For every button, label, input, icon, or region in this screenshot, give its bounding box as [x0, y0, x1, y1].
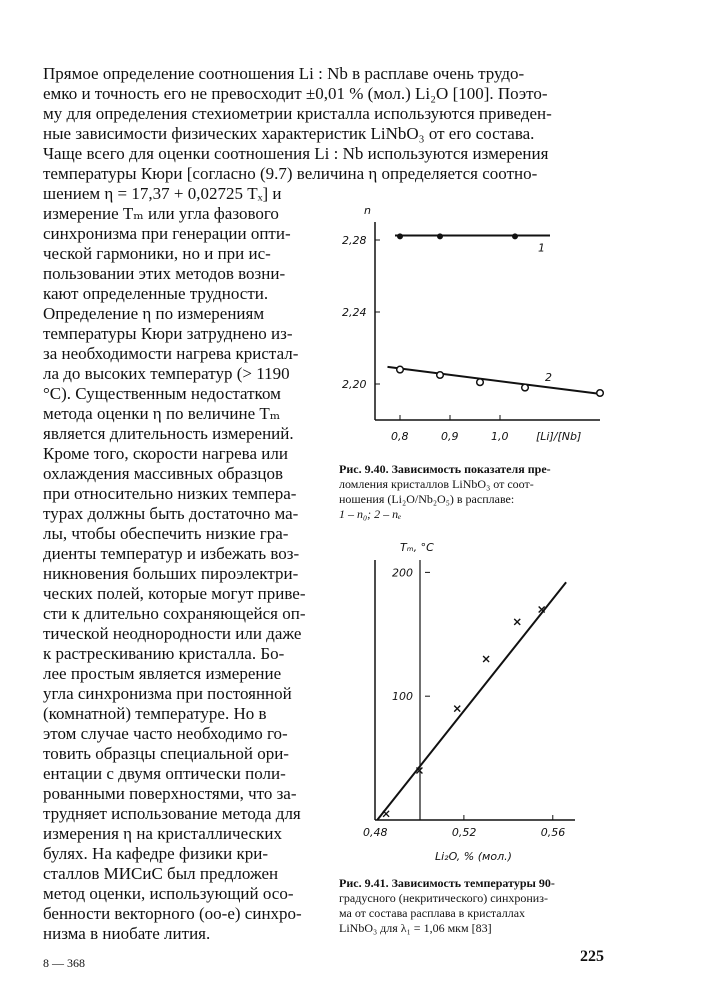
x-tick-label: 0,9 [441, 430, 459, 443]
series-2-point [597, 390, 604, 397]
text-line: пользовании этих методов возни- [43, 264, 286, 283]
x-axis-label: Li₂O, % (мол.) [435, 850, 512, 863]
figure-9-40 [340, 200, 610, 455]
text-line: Определение η по измерениям [43, 304, 265, 323]
text-line: метод оценки, использующий осо- [43, 884, 294, 903]
caption-line: ношения (Li₂O/Nb₂O₅) в расплаве: [339, 492, 515, 506]
text-line: измерения η на кристаллических [43, 824, 282, 843]
caption-line: Рис. 9.41. Зависимость температуры 90- [339, 876, 555, 890]
series-1-point [512, 233, 518, 239]
figure-9-40-caption [339, 462, 551, 522]
text-line: измерение Tₘ или угла фазового [43, 204, 279, 223]
figure-9-40-chart [340, 200, 610, 450]
text-line: шением η = 17,37 + 0,02725 Tₓ] и [43, 184, 282, 203]
y-tick-label: 2,20 [342, 378, 367, 391]
text-line: ла до высоких температур (> 1190 [43, 364, 290, 383]
text-line: температуры Кюри затруднено из- [43, 324, 293, 343]
x-tick-label: 0,8 [391, 430, 409, 443]
text-line: низма в ниобате лития. [43, 924, 211, 943]
text-line: этом случае часто необходимо го- [43, 724, 288, 743]
text-line: кают определенные трудности. [43, 284, 269, 303]
x-tick-label: 1,0 [491, 430, 509, 443]
series-1-label: 1 [538, 241, 545, 255]
text-line: никновения больших пироэлектри- [43, 564, 299, 583]
text-line: Прямое определение соотношения Li : Nb в расплаве очень трудо- [43, 64, 525, 83]
caption-line: ма от состава расплава в кристаллах [339, 906, 526, 920]
page-number: 225 [580, 948, 604, 965]
text-line: булях. На кафедре физики кри- [43, 844, 269, 863]
figure-9-41-chart [340, 535, 610, 870]
text-line: °С). Существенным недостатком [43, 384, 281, 403]
y-tick-label: 200 [392, 566, 413, 580]
caption-line: ломления кристаллов LiNbO₃ от соот- [339, 477, 534, 491]
y-tick-label: 2,24 [342, 306, 367, 319]
text-line: сти к длительно сохраняющейся оп- [43, 604, 306, 623]
text-line: температуры Кюри [согласно (9.7) величина η определяется соотно- [43, 164, 538, 183]
text-line: лее простым является измерение [43, 664, 282, 683]
text-line: Кроме того, скорости нагрева или [43, 444, 288, 463]
caption-line: LiNbO₃ для λ₁ = 1,06 мкм [83] [339, 921, 492, 935]
text-line: (комнатной) температуре. Но в [43, 704, 267, 723]
text-line: лы, чтобы обеспечить низкие гра- [43, 524, 289, 543]
series-2-point [522, 384, 529, 391]
text-line: за необходимости нагрева кристал- [43, 344, 299, 363]
x-tick-label: 0,56 [540, 826, 566, 839]
text-line: диенты температур и избежать воз- [43, 544, 300, 563]
text-line: бенности векторного (oo-e) синхро- [43, 904, 302, 923]
figure-9-40-marks [342, 233, 603, 443]
text-line: при относительно низких темпера- [43, 484, 297, 503]
data-point [514, 619, 520, 625]
caption-line: градусного (некритического) синхрониз- [339, 891, 548, 905]
text-line: к растрескиванию кристалла. Бо- [43, 644, 285, 663]
text-line: турах должны быть достаточно ма- [43, 504, 299, 523]
text-line: емко и точность его не превосходит ±0,01 % (мол.) Li₂O [100]. Поэто- [43, 84, 548, 103]
y-tick-label: 2,28 [342, 234, 367, 247]
caption-line: Рис. 9.40. Зависимость показателя пре- [339, 462, 551, 476]
figure-9-41 [340, 535, 610, 875]
text-line: метода оценки η по величине Tₘ [43, 404, 281, 423]
x-tick-label: 0,52 [451, 826, 477, 839]
caption-line: 1 – n₀; 2 – nₑ [339, 507, 402, 521]
text-line: ные зависимости физических характеристик LiNbO₃ от его состава. [43, 124, 535, 143]
text-line: му для определения стехиометрии кристалла используются приведен- [43, 104, 552, 123]
y-tick-label: 100 [392, 690, 413, 704]
text-line: тической неоднородности или даже [43, 624, 302, 643]
text-line: является длительность измерений. [43, 424, 294, 443]
y-axis-label: n [364, 204, 371, 217]
text-line: ческих полей, которые могут приве- [43, 584, 306, 603]
text-line: Чаще всего для оценки соотношения Li : Nb используются измерения [43, 144, 549, 163]
series-1-point [437, 233, 443, 239]
x-tick-label: 0,48 [363, 826, 388, 839]
figure-9-41-caption [339, 876, 555, 936]
signature-mark: 8 — 368 [43, 956, 85, 970]
text-line: угла синхронизма при постоянной [43, 684, 292, 703]
series-2-point [477, 379, 484, 386]
series-2-line [388, 367, 601, 394]
x-axis-label: [Li]/[Nb] [536, 430, 582, 443]
text-line: ческой гармоники, но и при ис- [43, 244, 271, 263]
text-line: товить образцы специальной ори- [43, 744, 289, 763]
series-2-point [437, 372, 444, 379]
data-point [483, 656, 489, 662]
series-2-label: 2 [545, 370, 552, 384]
series-2-point [397, 366, 404, 373]
text-line: рованными поверхностями, что за- [43, 784, 297, 803]
text-line: сталлов МИСиС был предложен [43, 864, 279, 883]
text-line: ентации с двумя оптически поли- [43, 764, 286, 783]
y-axis-label: Tₘ, °C [400, 541, 434, 554]
text-line: охлаждения массивных образцов [43, 464, 284, 483]
figure-9-41-marks [363, 566, 566, 839]
data-point [454, 706, 460, 712]
text-line: синхронизма при генерации опти- [43, 224, 291, 243]
series-1-point [397, 233, 403, 239]
data-point [383, 811, 389, 817]
text-line: трудняет использование метода для [43, 804, 301, 823]
